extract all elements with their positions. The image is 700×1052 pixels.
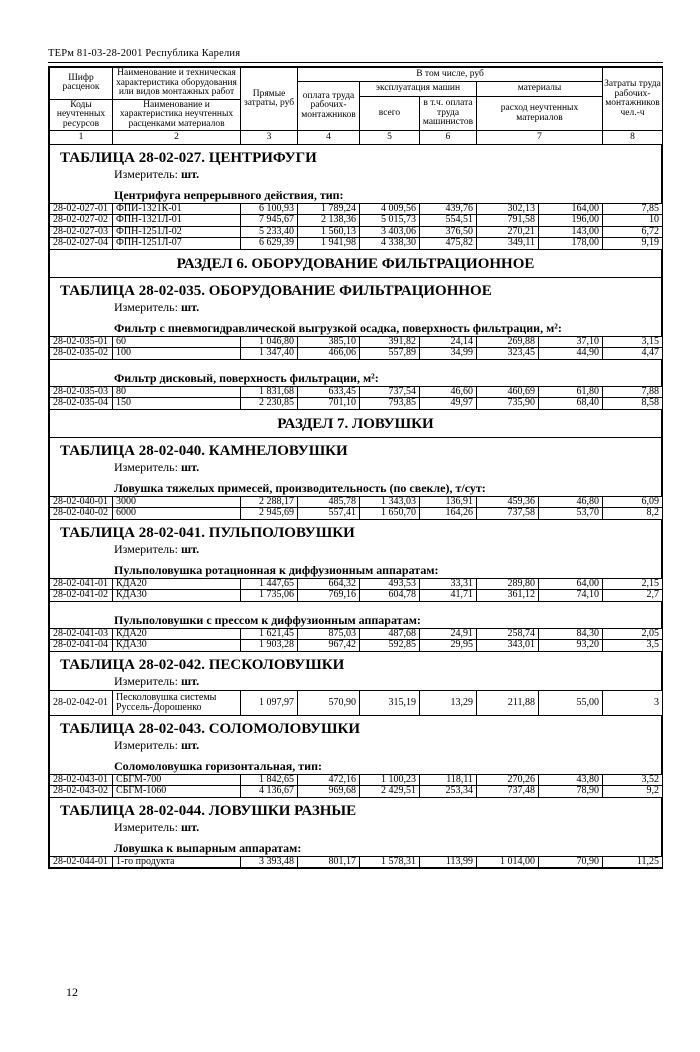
unit-label: Измеритель: — [114, 299, 178, 314]
row-value: 24,91 — [420, 628, 477, 640]
price-rows — [49, 774, 663, 798]
row-value: 178,00 — [539, 238, 603, 250]
row-value: 269,88 — [477, 336, 539, 348]
table-block-t044 — [49, 798, 662, 856]
row-value: 385,10 — [298, 336, 360, 348]
unit-line — [114, 738, 661, 753]
row-value: 46,60 — [420, 386, 477, 398]
row-value: 196,00 — [539, 215, 603, 227]
row-value: 1 100,23 — [360, 774, 420, 786]
table-title: ТАБЛИЦА 28-02-044. ЛОВУШКИ РАЗНЫЕ — [60, 802, 357, 819]
row-value: 2,05 — [603, 628, 663, 640]
table-row — [50, 398, 663, 410]
unit-line — [114, 167, 661, 182]
subheading: Центрифуга непрерывного действия, тип: — [114, 187, 344, 202]
row-code: 28-02-035-01 — [50, 336, 113, 348]
row-value: 391,82 — [360, 336, 420, 348]
col-num-6: 6 — [420, 131, 477, 145]
col-num-5: 5 — [360, 131, 420, 145]
row-value: 6,72 — [603, 226, 663, 238]
row-value: 737,58 — [477, 508, 539, 520]
col-num-8: 8 — [603, 131, 663, 145]
row-name: 3000 — [113, 496, 241, 508]
unit-value: шт. — [180, 541, 200, 556]
price-rows — [49, 203, 663, 250]
col-direct: Прямые затраты, руб — [241, 68, 298, 131]
row-value: 769,16 — [298, 590, 360, 602]
page-number: 12 — [66, 985, 78, 999]
row-value: 2 230,85 — [241, 398, 298, 410]
row-value: 1 578,31 — [360, 856, 420, 868]
table-row — [50, 628, 663, 640]
row-value: 3 393,48 — [241, 856, 298, 868]
row-name-line2: Руссель-Дорошенко — [116, 701, 202, 713]
row-name: 100 — [113, 348, 241, 360]
table-row — [50, 238, 663, 250]
row-value: 8,2 — [603, 508, 663, 520]
subheading: Пульполовушки с прессом к диффузионным аппаратам: — [114, 612, 421, 627]
row-value: 5 015,73 — [360, 215, 420, 227]
col-wage: оплата труда рабочих-монтажников — [298, 81, 360, 131]
row-value: 11,25 — [603, 856, 663, 868]
row-code: 28-02-041-03 — [50, 628, 113, 640]
header-rule — [48, 62, 663, 63]
table-row — [50, 508, 663, 520]
row-value: 55,00 — [539, 690, 603, 715]
row-value: 70,90 — [539, 856, 603, 868]
col-name-a: Наименование и техническая характеристика оборудования или видов монтажных работ — [113, 68, 241, 100]
table-title: ТАБЛИЦА 28-02-035. ОБОРУДОВАНИЕ ФИЛЬТРАЦИОННОЕ — [60, 282, 492, 299]
row-value: 3,15 — [603, 336, 663, 348]
running-header: ТЕРм 81-03-28-2001 Республика Карелия — [48, 48, 241, 59]
row-value: 460,69 — [477, 386, 539, 398]
row-code: 28-02-035-03 — [50, 386, 113, 398]
row-value: 9,2 — [603, 786, 663, 798]
section-title: РАЗДЕЛ 7. ЛОВУШКИ — [49, 410, 662, 438]
subheading: Соломоловушка горизонтальная, тип: — [114, 758, 322, 773]
row-value: 1 789,24 — [298, 203, 360, 215]
col-num-3: 3 — [241, 131, 298, 145]
row-value: 557,41 — [298, 508, 360, 520]
row-value: 46,80 — [539, 496, 603, 508]
row-value: 302,13 — [477, 203, 539, 215]
row-value: 7 945,67 — [241, 215, 298, 227]
row-value: 791,58 — [477, 215, 539, 227]
table-row — [50, 856, 663, 868]
row-value: 270,21 — [477, 226, 539, 238]
row-value: 343,01 — [477, 640, 539, 652]
col-total: всего — [360, 97, 420, 131]
row-value: 113,99 — [420, 856, 477, 868]
row-value: 1 343,03 — [360, 496, 420, 508]
row-value: 29,95 — [420, 640, 477, 652]
subheading: Ловушка тяжелых примесей, производительность (по свекле), т/сут: — [114, 480, 486, 495]
subheading: Пульполовушка ротационная к диффузионным аппаратам: — [114, 562, 439, 577]
table-row — [50, 386, 663, 398]
col-code-a: Шифр расценок — [50, 68, 113, 100]
price-rows — [49, 496, 663, 520]
table-block-t042 — [49, 652, 662, 690]
row-value: 735,90 — [477, 398, 539, 410]
row-code: 28-02-043-02 — [50, 786, 113, 798]
row-value: 376,50 — [420, 226, 477, 238]
row-value: 10 — [603, 215, 663, 227]
row-value: 44,90 — [539, 348, 603, 360]
subheading: Ловушка к выпарным аппаратам: — [114, 840, 302, 855]
table-row — [50, 496, 663, 508]
table-row — [50, 203, 663, 215]
row-value: 68,40 — [539, 398, 603, 410]
row-value: 737,48 — [477, 786, 539, 798]
row-value: 967,42 — [298, 640, 360, 652]
row-name — [113, 690, 241, 715]
row-name: СБГМ-1060 — [113, 786, 241, 798]
row-code: 28-02-035-02 — [50, 348, 113, 360]
row-value: 64,00 — [539, 578, 603, 590]
row-value: 289,80 — [477, 578, 539, 590]
col-num-7: 7 — [477, 131, 603, 145]
row-value: 3,5 — [603, 640, 663, 652]
unit-label: Измеритель: — [114, 166, 178, 181]
row-value: 4 136,67 — [241, 786, 298, 798]
unit-label: Измеритель: — [114, 459, 178, 474]
col-num-4: 4 — [298, 131, 360, 145]
row-value: 24,14 — [420, 336, 477, 348]
table-row — [50, 774, 663, 786]
row-value: 8,58 — [603, 398, 663, 410]
column-header-table — [49, 67, 663, 145]
row-name: СБГМ-700 — [113, 774, 241, 786]
col-machines: эксплуатация машин — [360, 81, 477, 97]
row-value: 253,34 — [420, 786, 477, 798]
section-title: РАЗДЕЛ 6. ОБОРУДОВАНИЕ ФИЛЬТРАЦИОННОЕ — [49, 250, 662, 278]
row-name: ФПН-1251Л-07 — [113, 238, 241, 250]
row-value: 801,17 — [298, 856, 360, 868]
price-rows — [49, 690, 663, 716]
unit-line — [114, 674, 661, 689]
row-value: 3,52 — [603, 774, 663, 786]
row-value: 3 — [603, 690, 663, 715]
row-value: 84,30 — [539, 628, 603, 640]
row-value: 793,85 — [360, 398, 420, 410]
row-value: 136,91 — [420, 496, 477, 508]
row-value: 6 100,93 — [241, 203, 298, 215]
row-value: 604,78 — [360, 590, 420, 602]
row-value: 4 009,56 — [360, 203, 420, 215]
row-value: 211,88 — [477, 690, 539, 715]
row-code: 28-02-041-02 — [50, 590, 113, 602]
row-code: 28-02-040-02 — [50, 508, 113, 520]
row-value: 33,31 — [420, 578, 477, 590]
row-value: 1 941,98 — [298, 238, 360, 250]
unit-value: шт. — [180, 819, 200, 834]
col-num-1: 1 — [50, 131, 113, 145]
row-value: 270,26 — [477, 774, 539, 786]
table-row — [50, 690, 663, 715]
col-materials: материалы — [477, 81, 603, 97]
row-value: 485,78 — [298, 496, 360, 508]
row-value: 7,85 — [603, 203, 663, 215]
table-title: ТАБЛИЦА 28-02-041. ПУЛЬПОЛОВУШКИ — [60, 524, 355, 541]
col-incl: В том числе, руб — [298, 68, 603, 82]
row-value: 592,85 — [360, 640, 420, 652]
unit-line — [114, 820, 661, 835]
unit-line — [114, 460, 661, 475]
row-name: ФПИ-1321К-01 — [113, 203, 241, 215]
price-table-frame — [48, 66, 663, 869]
row-name: КДА30 — [113, 590, 241, 602]
col-unaccounted: расход неучтенных материалов — [477, 97, 603, 131]
row-value: 1 903,28 — [241, 640, 298, 652]
row-value: 61,80 — [539, 386, 603, 398]
row-code: 28-02-027-03 — [50, 226, 113, 238]
row-code: 28-02-027-04 — [50, 238, 113, 250]
row-value: 2,7 — [603, 590, 663, 602]
row-value: 701,10 — [298, 398, 360, 410]
price-rows — [49, 628, 663, 652]
table-block-t035 — [49, 278, 662, 336]
row-code: 28-02-027-01 — [50, 203, 113, 215]
row-value: 487,68 — [360, 628, 420, 640]
table-row — [50, 215, 663, 227]
table-row — [50, 640, 663, 652]
row-value: 43,80 — [539, 774, 603, 786]
row-value: 459,36 — [477, 496, 539, 508]
row-value: 323,45 — [477, 348, 539, 360]
row-value: 1 650,70 — [360, 508, 420, 520]
row-name-line1: Песколовушка системы — [116, 691, 217, 703]
row-name: КДА30 — [113, 640, 241, 652]
row-value: 1 014,00 — [477, 856, 539, 868]
row-name: 6000 — [113, 508, 241, 520]
row-value: 41,71 — [420, 590, 477, 602]
row-value: 737,54 — [360, 386, 420, 398]
row-value: 466,06 — [298, 348, 360, 360]
col-num-2: 2 — [113, 131, 241, 145]
row-code: 28-02-041-04 — [50, 640, 113, 652]
row-value: 143,00 — [539, 226, 603, 238]
col-incl-wage: в т.ч. оплата труда машинистов — [420, 97, 477, 131]
row-code: 28-02-044-01 — [50, 856, 113, 868]
row-code: 28-02-043-01 — [50, 774, 113, 786]
unit-value: шт. — [180, 673, 200, 688]
row-name: КДА20 — [113, 628, 241, 640]
price-rows — [49, 856, 663, 869]
row-value: 78,90 — [539, 786, 603, 798]
row-value: 93,20 — [539, 640, 603, 652]
row-value: 1 735,06 — [241, 590, 298, 602]
table-block-t027 — [49, 145, 662, 203]
row-value: 164,26 — [420, 508, 477, 520]
table-row — [50, 336, 663, 348]
row-value: 315,19 — [360, 690, 420, 715]
table-title: ТАБЛИЦА 28-02-042. ПЕСКОЛОВУШКИ — [60, 656, 345, 673]
subheading: Фильтр с пневмогидравлической выгрузкой осадка, поверхность фильтрации, м²: — [114, 320, 562, 335]
row-value: 164,00 — [539, 203, 603, 215]
row-value: 6 629,39 — [241, 238, 298, 250]
row-value: 1 447,65 — [241, 578, 298, 590]
row-value: 34,99 — [420, 348, 477, 360]
table-block-t043 — [49, 716, 662, 774]
row-value: 1 046,80 — [241, 336, 298, 348]
table-title: ТАБЛИЦА 28-02-043. СОЛОМОЛОВУШКИ — [60, 720, 361, 737]
row-value: 4,47 — [603, 348, 663, 360]
row-value: 2 288,17 — [241, 496, 298, 508]
row-value: 6,09 — [603, 496, 663, 508]
row-value: 2 429,51 — [360, 786, 420, 798]
row-name: 150 — [113, 398, 241, 410]
row-value: 2,15 — [603, 578, 663, 590]
row-value: 557,89 — [360, 348, 420, 360]
unit-label: Измеритель: — [114, 819, 178, 834]
row-value: 1 842,65 — [241, 774, 298, 786]
row-value: 53,70 — [539, 508, 603, 520]
row-value: 475,82 — [420, 238, 477, 250]
subheading: Фильтр дисковый, поверхность фильтрации, м²: — [114, 370, 379, 385]
unit-line — [114, 542, 661, 557]
row-value: 1 831,68 — [241, 386, 298, 398]
row-value: 9,19 — [603, 238, 663, 250]
row-name: ФПН-1321Л-01 — [113, 215, 241, 227]
table-block-t040 — [49, 438, 662, 496]
sub-block — [49, 360, 662, 386]
price-rows — [49, 336, 663, 360]
row-name: КДА20 — [113, 578, 241, 590]
row-value: 570,90 — [298, 690, 360, 715]
row-value: 118,11 — [420, 774, 477, 786]
unit-value: шт. — [180, 299, 200, 314]
row-value: 1 097,97 — [241, 690, 298, 715]
table-row — [50, 348, 663, 360]
row-value: 5 233,40 — [241, 226, 298, 238]
row-value: 2 138,36 — [298, 215, 360, 227]
unit-value: шт. — [180, 166, 200, 181]
row-value: 1 621,45 — [241, 628, 298, 640]
row-name: 60 — [113, 336, 241, 348]
unit-label: Измеритель: — [114, 541, 178, 556]
row-code: 28-02-027-02 — [50, 215, 113, 227]
table-block-t041 — [49, 520, 662, 578]
row-name: 1-го продукта — [113, 856, 241, 868]
unit-label: Измеритель: — [114, 737, 178, 752]
row-value: 554,51 — [420, 215, 477, 227]
price-rows — [49, 386, 663, 410]
unit-label: Измеритель: — [114, 673, 178, 688]
row-value: 1 347,40 — [241, 348, 298, 360]
row-value: 633,45 — [298, 386, 360, 398]
row-name: 80 — [113, 386, 241, 398]
row-value: 875,03 — [298, 628, 360, 640]
col-labor: Затраты труда рабочих-монтажников чел.-ч — [603, 68, 663, 131]
unit-line — [114, 300, 661, 315]
row-value: 664,32 — [298, 578, 360, 590]
col-code-b: Коды неучтенных ресурсов — [50, 99, 113, 131]
row-value: 2 945,69 — [241, 508, 298, 520]
table-row — [50, 786, 663, 798]
row-value: 969,68 — [298, 786, 360, 798]
row-value: 4 338,30 — [360, 238, 420, 250]
row-value: 49,97 — [420, 398, 477, 410]
row-value: 439,76 — [420, 203, 477, 215]
table-row — [50, 226, 663, 238]
table-title: ТАБЛИЦА 28-02-027. ЦЕНТРИФУГИ — [60, 149, 317, 166]
unit-value: шт. — [180, 459, 200, 474]
row-code: 28-02-040-01 — [50, 496, 113, 508]
price-rows — [49, 578, 663, 602]
row-value: 472,16 — [298, 774, 360, 786]
row-value: 361,12 — [477, 590, 539, 602]
sub-block — [49, 602, 662, 628]
row-value: 3 403,06 — [360, 226, 420, 238]
row-code: 28-02-035-04 — [50, 398, 113, 410]
row-value: 37,10 — [539, 336, 603, 348]
row-value: 7,88 — [603, 386, 663, 398]
table-row — [50, 578, 663, 590]
row-value: 493,53 — [360, 578, 420, 590]
table-row — [50, 590, 663, 602]
row-value: 74,10 — [539, 590, 603, 602]
row-code: 28-02-042-01 — [50, 690, 113, 715]
table-title: ТАБЛИЦА 28-02-040. КАМНЕЛОВУШКИ — [60, 442, 348, 459]
row-value: 1 560,13 — [298, 226, 360, 238]
row-value: 349,11 — [477, 238, 539, 250]
col-name-b: Наименование и характеристика неучтенных расценками материалов — [113, 99, 241, 131]
row-value: 13,29 — [420, 690, 477, 715]
row-name: ФПН-1251Л-02 — [113, 226, 241, 238]
row-value: 258,74 — [477, 628, 539, 640]
row-code: 28-02-041-01 — [50, 578, 113, 590]
unit-value: шт. — [180, 737, 200, 752]
